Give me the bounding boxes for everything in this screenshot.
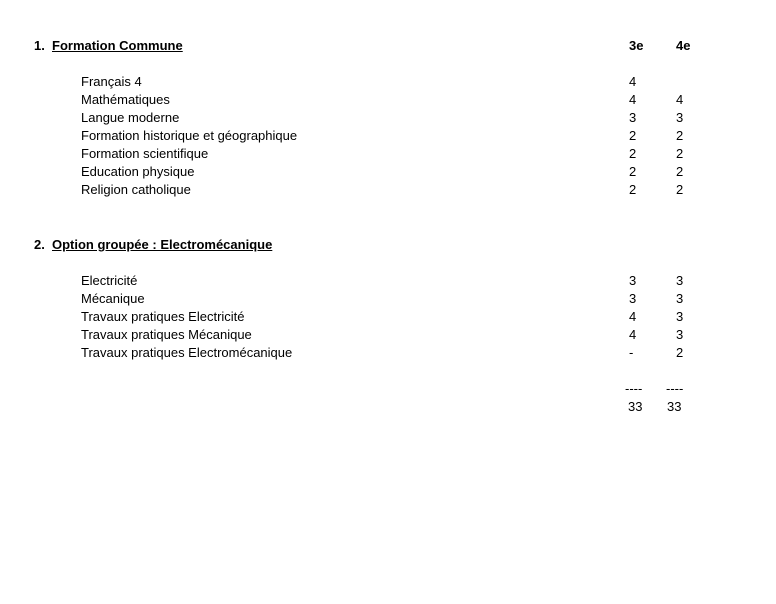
subject-label: Français 4: [81, 74, 142, 89]
total-separator-4e: ----: [666, 381, 684, 396]
hours-3e: -: [629, 345, 634, 360]
subject-label: Mathématiques: [81, 92, 170, 107]
section-2-number: 2.: [34, 237, 45, 252]
section-1-title: Formation Commune: [52, 38, 183, 53]
section-2-title: Option groupée : Electromécanique: [52, 237, 273, 252]
hours-4e: 2: [676, 164, 684, 179]
hours-3e: 2: [629, 128, 637, 143]
column-header-4e: 4e: [676, 38, 691, 53]
hours-3e: 2: [629, 182, 637, 197]
hours-3e: 3: [629, 291, 637, 306]
subject-label: Religion catholique: [81, 182, 191, 197]
subject-label: Travaux pratiques Electromécanique: [81, 345, 293, 360]
hours-4e: 2: [676, 146, 684, 161]
hours-4e: 2: [676, 128, 684, 143]
subject-label: Mécanique: [81, 291, 145, 306]
column-header-3e: 3e: [629, 38, 644, 53]
subject-label: Travaux pratiques Mécanique: [81, 327, 252, 342]
total-separator-3e: ----: [625, 381, 643, 396]
hours-3e: 4: [629, 309, 637, 324]
hours-4e: 3: [676, 273, 684, 288]
hours-3e: 4: [629, 92, 637, 107]
subject-label: Electricité: [81, 273, 138, 288]
hours-3e: 3: [629, 273, 637, 288]
hours-4e: 2: [676, 182, 684, 197]
hours-4e: 4: [676, 92, 684, 107]
hours-3e: 2: [629, 146, 637, 161]
hours-4e: 3: [676, 327, 684, 342]
hours-4e: 3: [676, 291, 684, 306]
subject-label: Education physique: [81, 164, 195, 179]
hours-4e: 2: [676, 345, 684, 360]
hours-4e: 3: [676, 309, 684, 324]
subject-label: Travaux pratiques Electricité: [81, 309, 245, 324]
section-1-number: 1.: [34, 38, 45, 53]
total-4e: 33: [667, 399, 682, 414]
subject-label: Formation scientifique: [81, 146, 209, 161]
hours-3e: 4: [629, 74, 637, 89]
hours-3e: 4: [629, 327, 637, 342]
subject-label: Formation historique et géographique: [81, 128, 298, 143]
hours-3e: 3: [629, 110, 637, 125]
hours-4e: 3: [676, 110, 684, 125]
total-3e: 33: [628, 399, 643, 414]
subject-label: Langue moderne: [81, 110, 180, 125]
hours-3e: 2: [629, 164, 637, 179]
